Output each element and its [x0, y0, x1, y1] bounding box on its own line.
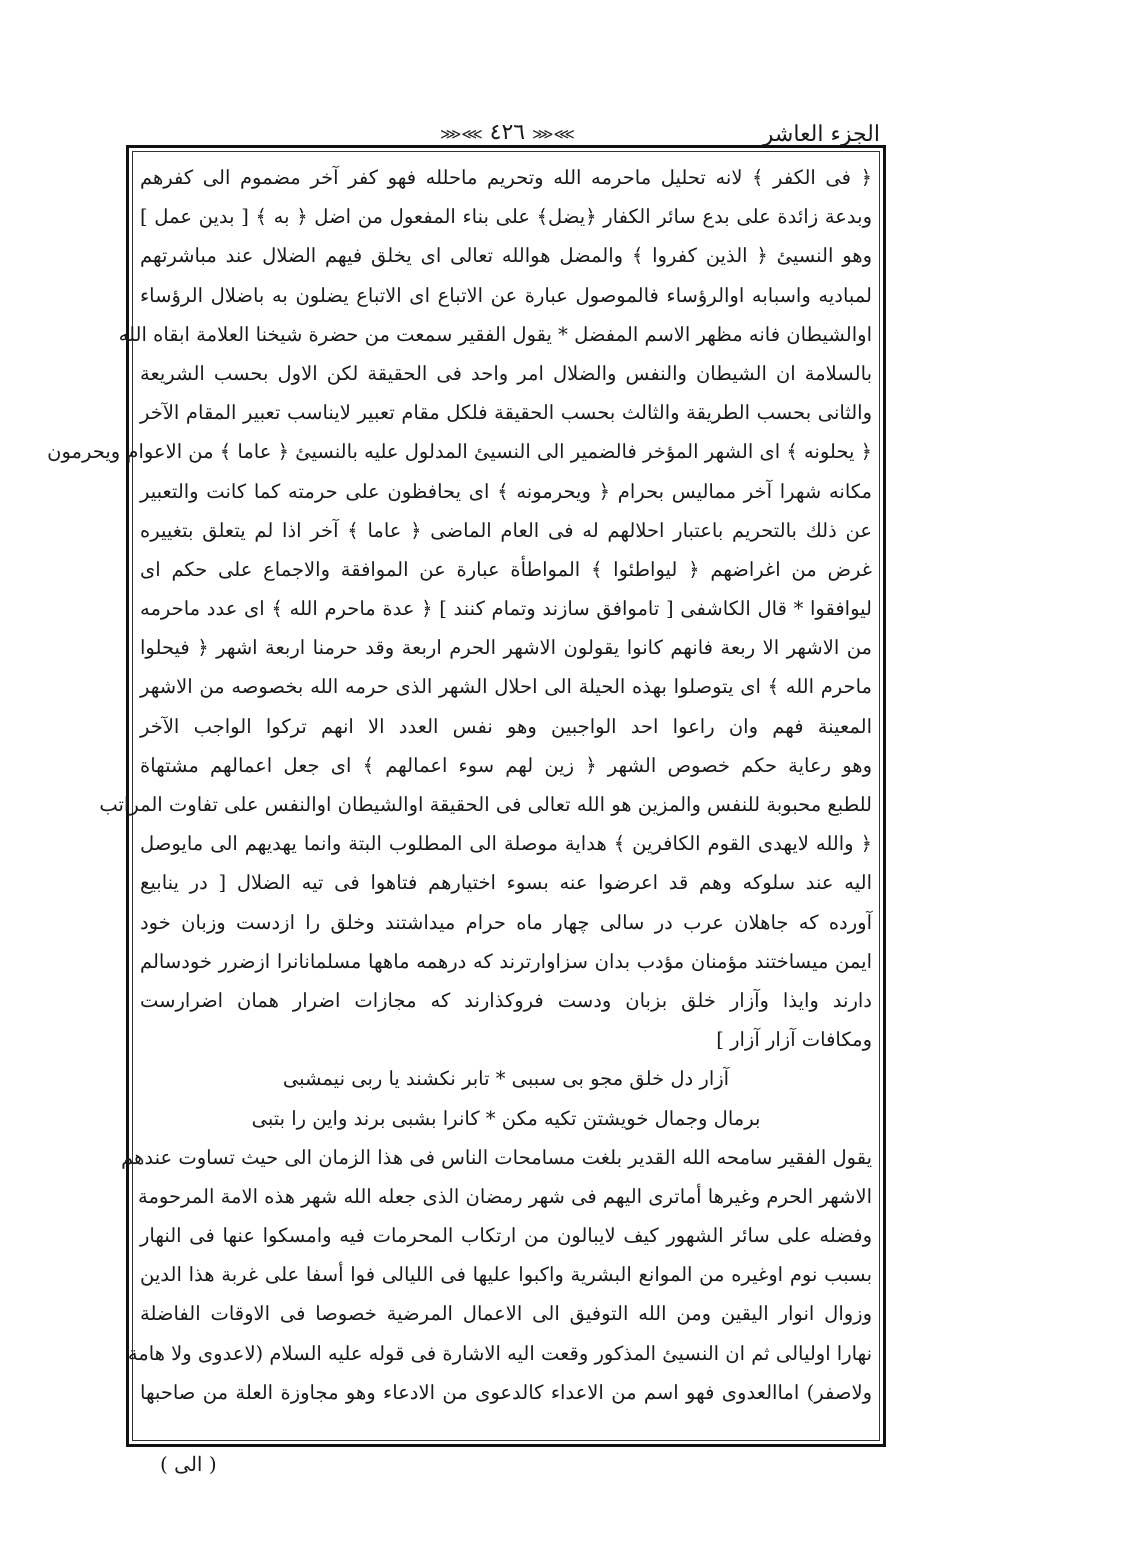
text-line: وبدعة زائدة على بدع سائر الكفار ﴿يضل﴾ على بناء المفعول من اضل ﴿ به ﴾ [ بدين عمل ] — [140, 205, 872, 229]
text-line: نهارا اوليالى ثم ان النسيئ المذكور وقعت اليه الاشارة فى قوله عليه السلام (لاعدوى ولا هامة — [127, 1341, 872, 1365]
text-line: دارند وايذا وآزار خلق بزبان ودست فروكذارند كه مجازات اضرار همان اضرارست — [140, 988, 872, 1012]
text-line: اوالشيطان فانه مظهر الاسم المفضل * يقول الفقير سمعت من حضرة شيخنا العلامة ابقاه الله — [118, 322, 872, 346]
page-number-group — [440, 120, 575, 145]
text-line: وهو رعاية حكم خصوص الشهر ﴿ زين لهم سوء اعمالهم ﴾ اى جعل اعمالهم مشتهاة — [140, 753, 872, 777]
volume-label: الجزء العاشر — [762, 122, 880, 147]
text-line: عن ذلك بالتحريم باعتبار احلالهم له فى العام الماضى ﴿ عاما ﴾ آخر اذا لم يتعلق بتغييره — [140, 518, 872, 542]
text-line: آورده كه جاهلان عرب در سالى چهار ماه حرام ميداشتند وخلق را ازدست وزبان خود — [140, 910, 872, 934]
main-text — [47, 158, 872, 1438]
text-line: وزوال انوار اليقين ومن الله التوفيق الى الاعمال المرضية خصوصا فى الاوقات الفاضلة — [140, 1302, 872, 1326]
text-line: غرض من اغراضهم ﴿ ليواطئوا ﴾ المواطأة عبارة عن الموافقة والاجماع على حكم اى — [140, 557, 872, 581]
text-line: الاشهر الحرم وغيرها أماترى اليهم فى شهر رمضان الذى جعله الله شهر هذه الامة المرحومة — [137, 1184, 872, 1208]
text-line: والثانى بحسب الطريقة والثالث بحسب الحقيقة فلكل مقام تعبير لايناسب تعبير المقام الآخر — [140, 401, 872, 425]
ornament-right: ⋙⋘ — [532, 125, 575, 143]
text-line: وفضله على سائر الشهور كيف لايبالون من ارتكاب المحرمات فيه وامسكوا عنها فى النهار — [140, 1224, 872, 1248]
text-line: للطبع محبوبة للنفس والمزين هو الله تعالى فى الحقيقة اوالشيطان اوالنفس على تفاوت المراتب — [99, 793, 872, 816]
text-line: مكانه شهرا آخر مماليس بحرام ﴿ ويحرمونه ﴾ اى يحافظون على حرمته كما كانت والتعبير — [140, 479, 872, 503]
page-number: ٤٢٦ — [489, 120, 526, 145]
verse-line: برمال وجمال خويشتن تكيه مكن * كانرا بشبى برند واين را بتبى — [251, 1106, 761, 1130]
text-line: ومكافات آزار آزار ] — [716, 1028, 872, 1052]
text-line: ﴿ فى الكفر ﴾ لانه تحليل ماحرمه الله وتحريم ماحلله فهو كفر آخر مضموم الى كفرهم — [140, 166, 872, 189]
text-line: ماحرم الله ﴾ اى يتوصلوا بهذه الحيلة الى احلال الشهر الذى حرمه الله بخصوصه من الاشهر — [140, 675, 872, 699]
text-line: اليه عند سلوكه وهم قد اعرضوا عنه بسوء اختيارهم فتاهوا فى تيه الضلال [ در ينابيع — [140, 871, 872, 895]
text-line: ايمن ميساختند مؤمنان مؤدب بدان سزاوارترند كه درهمه ماهها مسلمانانرا ازضرر خودسالم — [140, 949, 872, 973]
text-line: ﴿ والله لايهدى القوم الكافرين ﴾ هداية موصلة الى المطلوب البتة وانما يهديهم الى مايوصل — [140, 832, 872, 856]
text-line: ﴿ يحلونه ﴾ اى الشهر المؤخر فالضمير الى النسيئ المدلول عليه بالنسيئ ﴿ عاما ﴾ من الاعوام ويحرمون — [47, 440, 872, 464]
text-line: ولاصفر) اماالعدوى فهو اسم من الاعداء كالدعوى من الادعاء وهو مجاوزة العلة من صاحبها — [140, 1380, 872, 1404]
text-line: بسبب نوم اوغيره من الموانع البشرية واكبوا عليها فى الليالى فوا أسفا على غربة هذا الدين — [140, 1263, 872, 1287]
text-line: ليوافقوا * قال الكاشفى [ تاموافق سازند وتمام كنند ] ﴿ عدة ماحرم الله ﴾ اى عدد ماحرمه — [140, 597, 872, 621]
text-line: المعينة فهم وان راعوا احد الواجبين وهو نفس العدد الا انهم تركوا الواجب الآخر — [140, 714, 872, 738]
text-line: وهو النسيئ ﴿ الذين كفروا ﴾ والمضل هوالله تعالى اى يخلق فيهم الضلال عند مباشرتهم — [140, 244, 872, 268]
verse-line: آزار دل خلق مجو بى سببى * تابر نكشند يا ربى نيمشبى — [282, 1067, 730, 1091]
text-line: لمباديه واسبابه اوالرؤساء فالموصول عبارة عن الاتباع اى الاتباع يضلون به باضلال الرؤساء — [140, 283, 872, 307]
text-line: يقول الفقير سامحه الله القدير بلغت مسامحات الناس فى هذا الزمان الى حيث تساوت عندهم — [121, 1145, 872, 1169]
catchword: ( الى ) — [160, 1452, 217, 1476]
ornament-left: ⋙⋘ — [440, 125, 483, 143]
text-line: من الاشهر الا ربعة فانهم كانوا يقولون الاشهر الحرم اربعة وقد حرمنا اربعة اشهر ﴿ فيحلوا — [140, 636, 872, 660]
text-line: بالسلامة ان الشيطان والنفس والضلال امر واحد فى الحقيقة لكن الاول بحسب الشريعة — [140, 361, 872, 385]
